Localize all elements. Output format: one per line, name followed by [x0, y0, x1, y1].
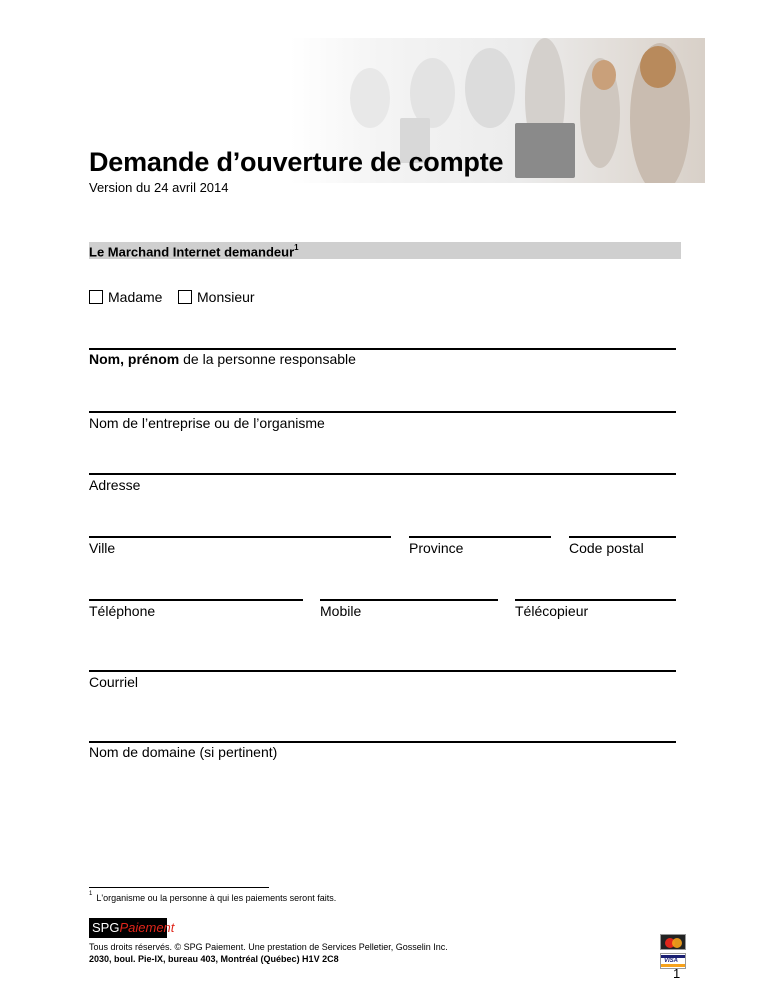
- checkbox-icon[interactable]: [178, 290, 192, 304]
- adresse-field-label: Adresse: [89, 477, 141, 493]
- spg-paiement-logo: [89, 918, 175, 938]
- nom-label-rest: de la personne responsable: [179, 351, 356, 367]
- footnote: [89, 893, 336, 903]
- province-field-label: Province: [409, 540, 464, 556]
- telephone-field-label: Téléphone: [89, 603, 156, 619]
- footnote-number: 1: [89, 891, 93, 897]
- copyright-text: Tous droits réservés. © SPG Paiement. Une prestation de Services Pelletier, Gosselin Inc.: [89, 942, 448, 952]
- telecopieur-field-line[interactable]: [515, 599, 676, 601]
- nom-field-label: [89, 351, 356, 367]
- page-number: 1: [673, 966, 681, 981]
- document-title: Demande d’ouverture de compte: [89, 147, 504, 177]
- section-footnote-ref: 1: [294, 243, 299, 252]
- checkbox-monsieur-label: Monsieur: [197, 289, 255, 305]
- ville-field-label: Ville: [89, 540, 116, 556]
- courriel-field-label: Courriel: [89, 674, 139, 690]
- checkbox-monsieur[interactable]: [178, 289, 255, 305]
- section-title-text: Le Marchand Internet demandeur: [89, 244, 295, 260]
- adresse-field-line[interactable]: [89, 473, 676, 475]
- domaine-field-label: Nom de domaine (si pertinent): [89, 744, 278, 760]
- mastercard-icon: [660, 934, 686, 950]
- checkbox-madame-label: Madame: [108, 289, 163, 305]
- entreprise-field-line[interactable]: [89, 411, 676, 413]
- visa-text: VISA: [664, 958, 679, 964]
- entreprise-field-label: Nom de l’entreprise ou de l’organisme: [89, 415, 325, 431]
- nom-label-bold: Nom, prénom: [89, 351, 180, 367]
- courriel-field-line[interactable]: [89, 670, 676, 672]
- telephone-field-line[interactable]: [89, 599, 303, 601]
- code-postal-field-label: Code postal: [569, 540, 644, 556]
- mobile-field-line[interactable]: [320, 599, 498, 601]
- province-field-line[interactable]: [409, 536, 551, 538]
- mobile-field-label: Mobile: [320, 603, 362, 619]
- footnote-text: L'organisme ou la personne à qui les paiements seront faits.: [96, 893, 337, 903]
- domaine-field-line[interactable]: [89, 741, 676, 743]
- logo-paiement-text: Paiement: [119, 920, 175, 935]
- company-address: 2030, boul. Pie-IX, bureau 403, Montréal (Québec) H1V 2C8: [89, 954, 339, 964]
- ville-field-line[interactable]: [89, 536, 391, 538]
- version-date: Version du 24 avril 2014: [89, 180, 229, 195]
- nom-field-line[interactable]: [89, 348, 676, 350]
- code-postal-field-line[interactable]: [569, 536, 676, 538]
- checkbox-icon[interactable]: [89, 290, 103, 304]
- logo-spg-text: SPG: [92, 920, 120, 935]
- checkbox-madame[interactable]: [89, 289, 162, 305]
- section-title: [89, 244, 299, 259]
- payment-cards: [660, 934, 686, 969]
- footnote-separator: [89, 887, 269, 888]
- telecopieur-field-label: Télécopieur: [515, 603, 589, 619]
